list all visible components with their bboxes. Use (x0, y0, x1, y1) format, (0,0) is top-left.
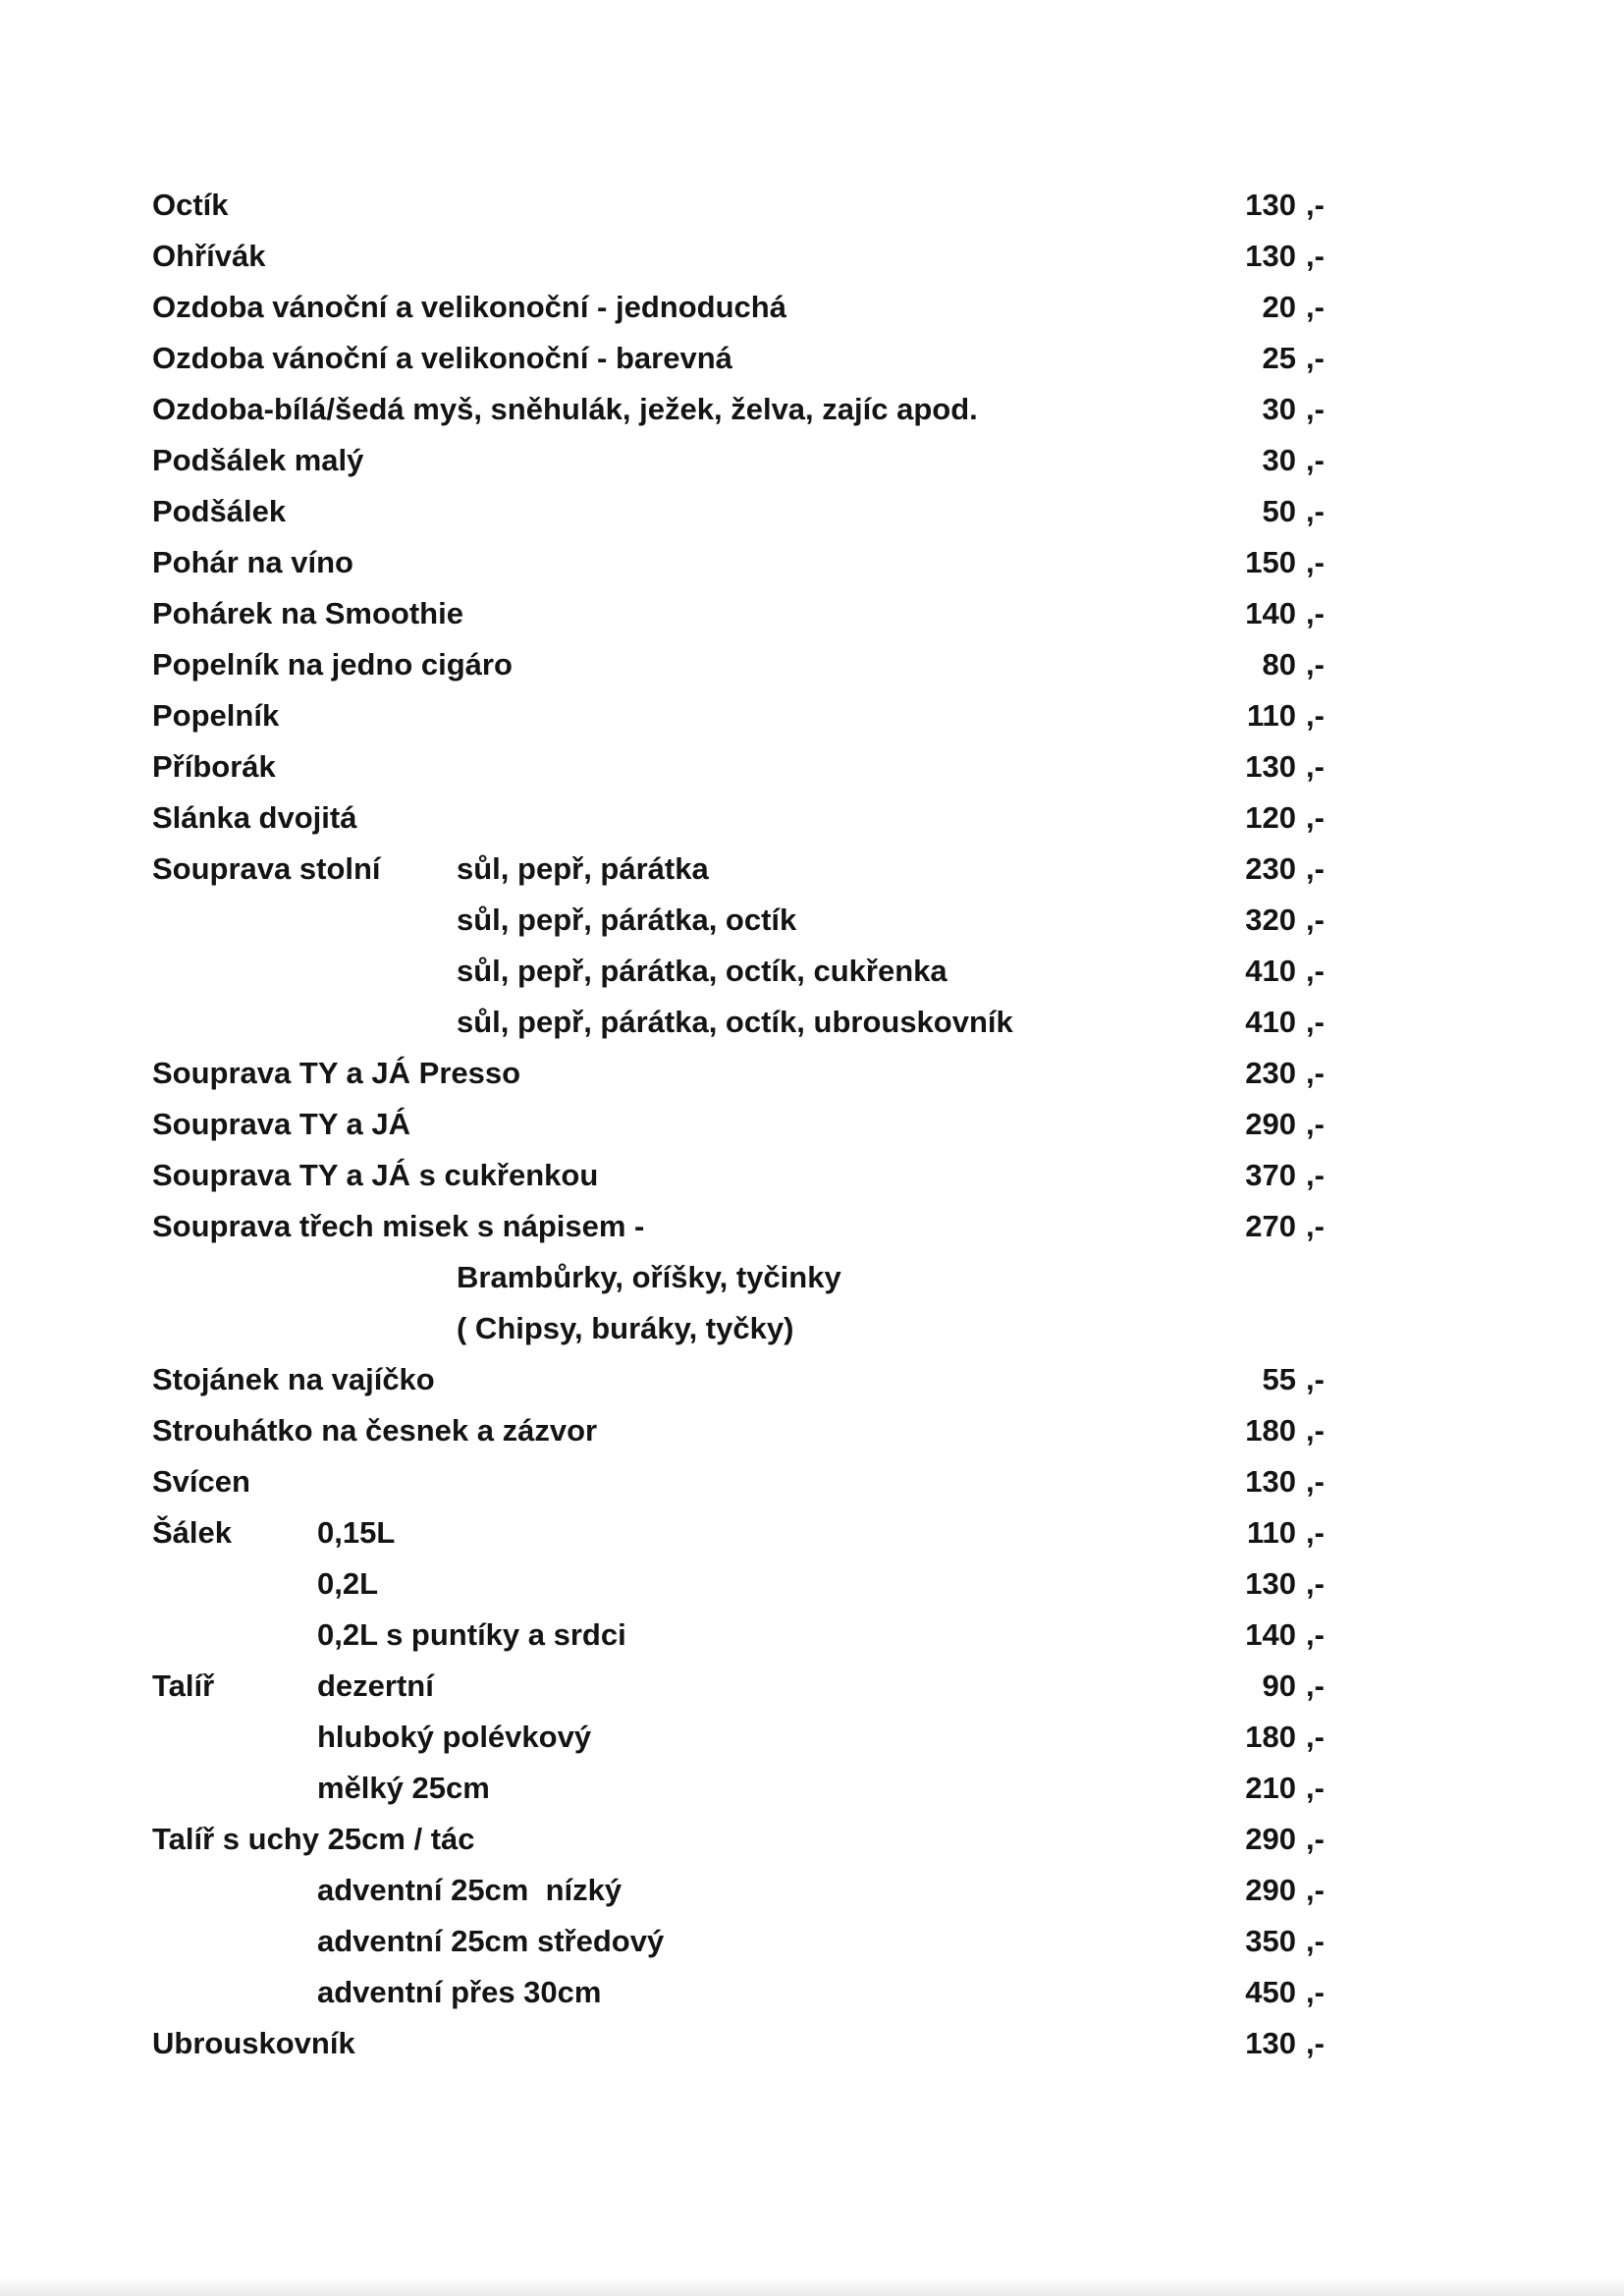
item-price: 180 (1245, 1413, 1296, 1448)
item-price: 80 (1262, 647, 1296, 682)
item-price: 55 (1262, 1362, 1296, 1396)
item-name: Souprava stolní (152, 851, 381, 886)
item-variant: 0,2L (317, 1566, 379, 1601)
item-variant: adventní 25cm nízký (317, 1873, 623, 1907)
price-row (0, 492, 1624, 531)
item-variant: 0,15L (317, 1515, 396, 1550)
price-suffix: ,- (1306, 1566, 1325, 1601)
item-name: Popelník na jedno cigáro (152, 647, 513, 682)
item-variant: hluboký polévkový (317, 1720, 592, 1754)
price-row (0, 1207, 1624, 1246)
item-name: Příborák (152, 749, 276, 784)
item-variant: Brambůrky, oříšky, tyčinky (457, 1260, 841, 1294)
price-row (0, 186, 1624, 225)
item-price: 30 (1262, 443, 1296, 477)
price-suffix: ,- (1306, 698, 1325, 733)
price-row (0, 1667, 1624, 1706)
item-variant: dezertní (317, 1668, 434, 1703)
item-name: Pohárek na Smoothie (152, 596, 463, 630)
price-row (0, 594, 1624, 633)
item-name: Ozdoba-bílá/šedá myš, sněhulák, ježek, želva, zajíc apod. (152, 392, 978, 426)
item-name: Octík (152, 188, 229, 222)
item-variant: ( Chipsy, buráky, tyčky) (457, 1311, 794, 1345)
price-row (0, 1718, 1624, 1757)
price-row (0, 901, 1624, 940)
item-price: 30 (1262, 392, 1296, 426)
item-name: Ohřívák (152, 239, 266, 273)
item-price: 140 (1245, 596, 1296, 630)
price-suffix: ,- (1306, 749, 1325, 784)
price-suffix: ,- (1306, 1720, 1325, 1754)
item-name: Strouhátko na česnek a zázvor (152, 1413, 598, 1448)
price-row (0, 288, 1624, 327)
item-variant: 0,2L s puntíky a srdci (317, 1617, 626, 1652)
item-name: Souprava TY a JÁ Presso (152, 1056, 521, 1090)
item-price: 130 (1245, 188, 1296, 222)
price-suffix: ,- (1306, 545, 1325, 579)
item-price: 110 (1246, 698, 1296, 733)
item-price: 130 (1245, 239, 1296, 273)
price-row (0, 543, 1624, 582)
price-suffix: ,- (1306, 188, 1325, 222)
price-row (0, 441, 1624, 480)
price-row (0, 1871, 1624, 1910)
item-name: Ubrouskovník (152, 2026, 355, 2060)
price-row (0, 1105, 1624, 1144)
price-suffix: ,- (1306, 1668, 1325, 1703)
price-row (0, 237, 1624, 276)
price-suffix: ,- (1306, 443, 1325, 477)
item-variant: adventní 25cm středový (317, 1924, 665, 1958)
item-name: Šálek (152, 1515, 233, 1550)
item-name: Pohár na víno (152, 545, 353, 579)
item-price: 130 (1245, 749, 1296, 784)
price-suffix: ,- (1306, 1107, 1325, 1141)
item-price: 50 (1262, 494, 1296, 528)
price-row (0, 645, 1624, 684)
price-suffix: ,- (1306, 1056, 1325, 1090)
price-suffix: ,- (1306, 1413, 1325, 1448)
item-price: 410 (1245, 954, 1296, 988)
item-price: 180 (1245, 1720, 1296, 1754)
price-row (0, 1003, 1624, 1042)
price-suffix: ,- (1306, 341, 1325, 375)
item-price: 350 (1245, 1924, 1296, 1958)
item-price: 320 (1245, 902, 1296, 937)
price-row (0, 1973, 1624, 2012)
item-price: 210 (1245, 1771, 1296, 1805)
price-suffix: ,- (1306, 1362, 1325, 1396)
item-name: Podšálek malý (152, 443, 364, 477)
item-name: Talíř (152, 1668, 215, 1703)
price-suffix: ,- (1306, 902, 1325, 937)
item-price: 450 (1245, 1975, 1296, 2009)
price-suffix: ,- (1306, 1771, 1325, 1805)
item-variant: mělký 25cm (317, 1771, 490, 1805)
item-name: Ozdoba vánoční a velikonoční - jednoduchá (152, 290, 786, 324)
price-suffix: ,- (1306, 851, 1325, 886)
item-price: 130 (1245, 1464, 1296, 1499)
price-row (0, 849, 1624, 889)
description-row (0, 1258, 1624, 1297)
price-suffix: ,- (1306, 800, 1325, 835)
item-name: Talíř s uchy 25cm / tác (152, 1822, 475, 1856)
item-name: Ozdoba vánoční a velikonoční - barevná (152, 341, 732, 375)
item-name: Souprava třech misek s nápisem - (152, 1209, 645, 1243)
price-suffix: ,- (1306, 1924, 1325, 1958)
item-variant: sůl, pepř, párátka, octík (457, 902, 797, 937)
price-row (0, 747, 1624, 787)
item-price: 20 (1262, 290, 1296, 324)
price-row (0, 1411, 1624, 1450)
item-price: 110 (1246, 1515, 1296, 1550)
item-name: Souprava TY a JÁ (152, 1107, 411, 1141)
price-row (0, 952, 1624, 991)
price-row (0, 1564, 1624, 1604)
price-row (0, 1054, 1624, 1093)
item-name: Slánka dvojitá (152, 800, 357, 835)
price-row (0, 1922, 1624, 1961)
item-price: 90 (1262, 1668, 1296, 1703)
item-price: 270 (1245, 1209, 1296, 1243)
item-price: 370 (1245, 1158, 1296, 1192)
price-suffix: ,- (1306, 1158, 1325, 1192)
price-row (0, 1615, 1624, 1655)
price-row (0, 798, 1624, 838)
item-variant: sůl, pepř, párátka, octík, cukřenka (457, 954, 947, 988)
price-suffix: ,- (1306, 2026, 1325, 2060)
price-suffix: ,- (1306, 239, 1325, 273)
item-price: 150 (1245, 545, 1296, 579)
price-suffix: ,- (1306, 1209, 1325, 1243)
price-suffix: ,- (1306, 494, 1325, 528)
item-price: 410 (1245, 1005, 1296, 1039)
item-name: Podšálek (152, 494, 287, 528)
price-suffix: ,- (1306, 1464, 1325, 1499)
price-suffix: ,- (1306, 1005, 1325, 1039)
item-price: 130 (1245, 1566, 1296, 1601)
price-suffix: ,- (1306, 1873, 1325, 1907)
item-price: 290 (1245, 1822, 1296, 1856)
price-suffix: ,- (1306, 1515, 1325, 1550)
price-suffix: ,- (1306, 1617, 1325, 1652)
price-suffix: ,- (1306, 596, 1325, 630)
scan-edge-shadow (0, 2276, 1624, 2296)
price-suffix: ,- (1306, 954, 1325, 988)
price-row (0, 1820, 1624, 1859)
item-name: Svícen (152, 1464, 250, 1499)
item-price: 140 (1245, 1617, 1296, 1652)
price-suffix: ,- (1306, 1975, 1325, 2009)
price-row (0, 339, 1624, 378)
price-suffix: ,- (1306, 647, 1325, 682)
price-row (0, 1156, 1624, 1195)
price-row (0, 1513, 1624, 1553)
item-variant: sůl, pepř, párátka (457, 851, 709, 886)
price-row (0, 2024, 1624, 2063)
item-name: Popelník (152, 698, 280, 733)
price-suffix: ,- (1306, 1822, 1325, 1856)
price-row (0, 696, 1624, 736)
price-row (0, 1769, 1624, 1808)
item-price: 120 (1245, 800, 1296, 835)
description-row (0, 1309, 1624, 1348)
price-row (0, 1462, 1624, 1502)
price-row (0, 1360, 1624, 1399)
item-price: 25 (1262, 341, 1296, 375)
item-price: 290 (1245, 1107, 1296, 1141)
item-name: Souprava TY a JÁ s cukřenkou (152, 1158, 599, 1192)
item-variant: sůl, pepř, párátka, octík, ubrouskovník (457, 1005, 1013, 1039)
price-suffix: ,- (1306, 392, 1325, 426)
item-price: 230 (1245, 851, 1296, 886)
item-variant: adventní přes 30cm (317, 1975, 602, 2009)
item-price: 230 (1245, 1056, 1296, 1090)
price-row (0, 390, 1624, 429)
item-price: 130 (1245, 2026, 1296, 2060)
item-price: 290 (1245, 1873, 1296, 1907)
item-name: Stojánek na vajíčko (152, 1362, 435, 1396)
price-suffix: ,- (1306, 290, 1325, 324)
